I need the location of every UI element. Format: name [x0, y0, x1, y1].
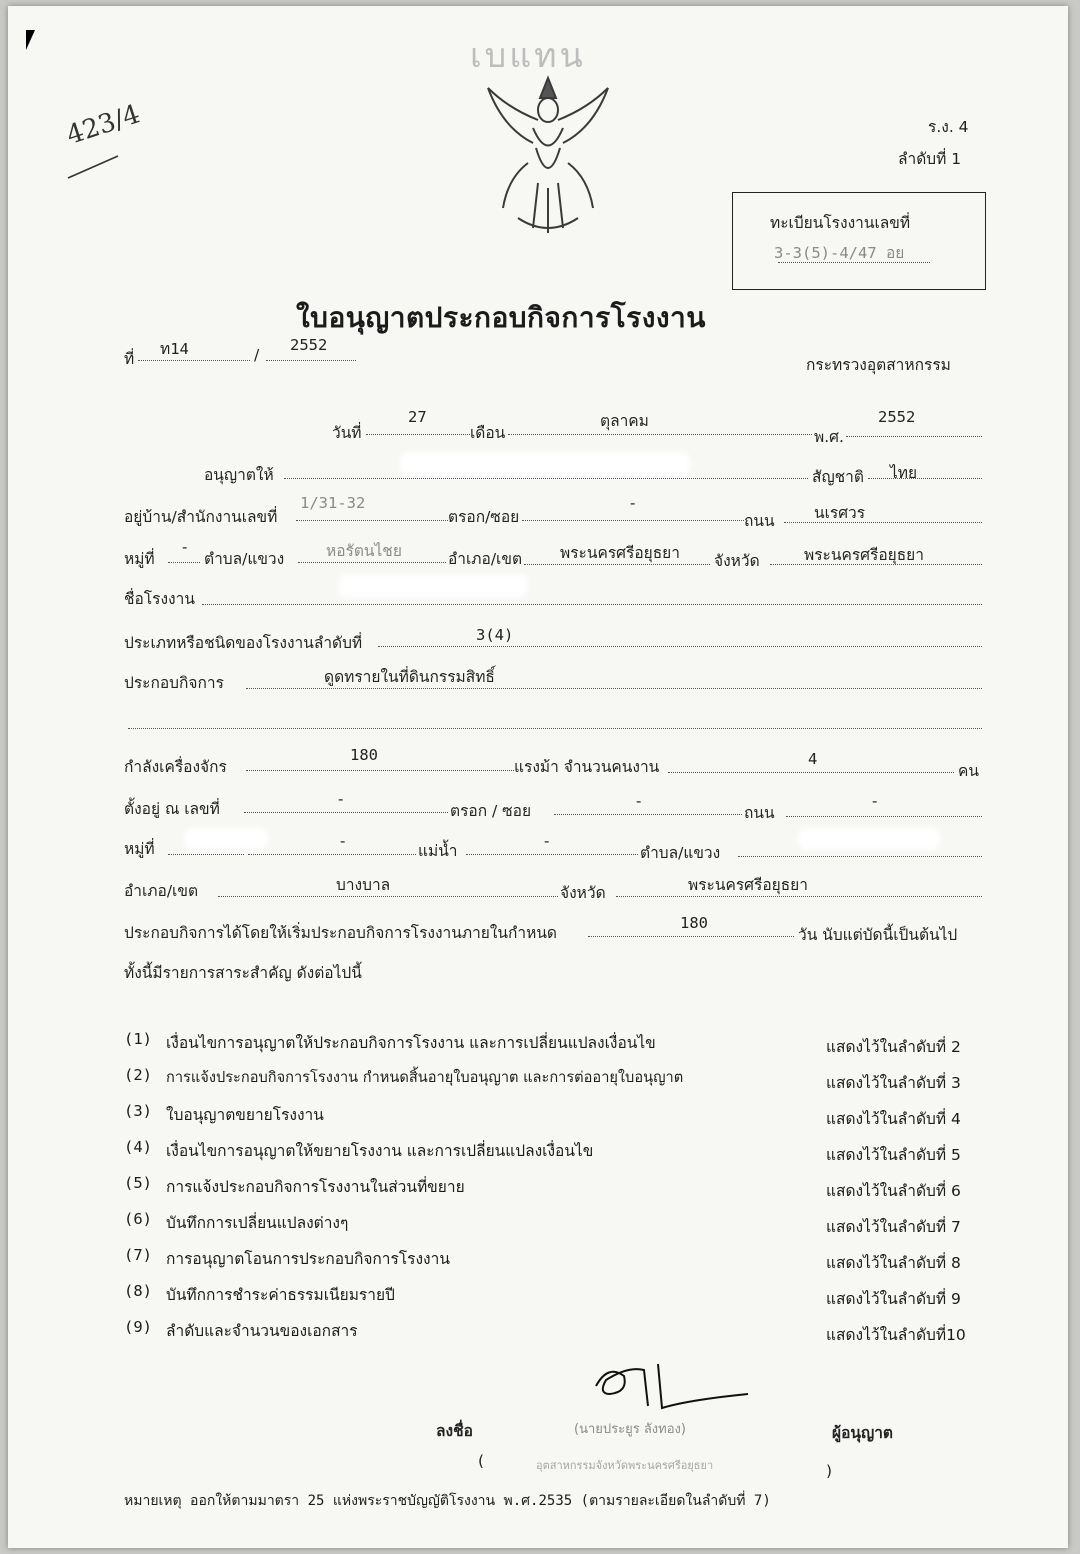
- power-value: 180: [350, 746, 378, 764]
- registration-label: ทะเบียนโรงงานเลขที่: [770, 214, 911, 232]
- subdistrict-label: ตำบล/แขวง: [204, 550, 285, 568]
- district-value: พระนครศรีอยุธยา: [560, 544, 680, 562]
- location-moo-value: -: [338, 832, 348, 850]
- license-document: 423/4 เบแทน ร.ง. 4 ลำดับที่ 1 ทะเบียนโรงงานเลขที่ 3-3(5)-4/47 อย ใบอนุญาตประกอบกิจการโรงงาน ที่ ท14 / 2552 กระทรวงอุตสาหกรรม วันที่ 27 เดือน ตุลาคม พ.ศ. 2552 อนุญาตให้ สัญชาติ ไทย อยู่บ้าน/สำนักงานเลขที่ 1/31-32 ตรอก/ซอย - ถนน นเรศวร หมู่ที่ - ตำบล/แขวง หอรัตนไชย อำเภอ/เขต พระนครศรีอยุธยา จังหวัด พระนครศรีอยุธยา ชื่อโรงงาน ประเภทหรือชนิดของโรงงานลำดับที่ 3(4) ประกอบกิจการ ดูดทรายในที่ดินกรรมสิทธิ์ กำลังเครื่องจักร 180 แรงม้า จำนวนคนงาน 4 คน ตั้งอยู่ ณ เลขที่ - ตรอก / ซอย - ถนน - หมู่ที่ - แม่น้ำ - ตำบล/แขวง อำเภอ/เขต บางบาล จังหวัด พระนครศรีอยุธยา ประกอบกิจการได้โดยให้เริ่มประกอบกิจการโรงงานภายในกำหนด 180 วัน นับแต่บัดนี้เป็นต้นไป ทั้งนี้มีรายการสาระสำคัญ ดังต่อไปนี้ (1) เงื่อนไขการอนุญาตให้ประกอบกิจการโรงงาน และการเปลี่ยนแปลงเงื่อนไข แสดงไว้ในลำดับที่ 2 (2) การแจ้งประกอบกิจการโรงงาน กำหนดสิ้นอายุใบอนุญาต และการต่ออายุใบอนุญาต แสดงไว้ในลำดับที่ 3 (3) ใบอนุญาตขยายโรงงาน แสดงไว้ในลำดับที่ 4 (4) เงื่อนไขการอนุญาตให้ขยายโรงงาน และการเปลี่ยนแปลงเงื่อนไข แสดงไว้ในลำดับที่ 5 (5) การแจ้งประกอบกิจการโรงงานในส่วนที่ขยาย แสดงไว้ในลำดับที่ 6 (6) บันทึกการเปลี่ยนแปลงต่างๆ แสดงไว้ในลำดับที่ 7 (7) การอนุญาตโอนการประกอบกิจการโรงงาน แสดงไว้ในลำดับที่ 8 (8) บันทึกการชำระค่าธรรมเนียมรายปี แสดงไว้ในลำดับที่ 9 (9) ลำดับและจำนวนของเอกสาร แสดงไว้ในลำดับที่10 ลงชื่อ (นายประยูร ลังทอง) ผู้อนุญาต ( อุตสาหกรรมจังหวัดพระนครศรีอยุธยา ) หมายเหตุ ออกให้ตามมาตรา 25 แห่งพระราชบัญญัติโรงงาน พ.ศ.2535 (ตามรายละเอียดในลำดับที่ 7): [8, 6, 1068, 1548]
- year-label: พ.ศ.: [814, 428, 844, 446]
- item-9-ref: แสดงไว้ในลำดับที่10: [826, 1326, 966, 1344]
- sequence-label: ลำดับที่ 1: [898, 150, 962, 168]
- paren-open: (: [478, 1452, 485, 1470]
- item-5-ref: แสดงไว้ในลำดับที่ 6: [826, 1182, 961, 1200]
- item-2-ref: แสดงไว้ในลำดับที่ 3: [826, 1074, 961, 1092]
- province-label: จังหวัด: [714, 552, 760, 570]
- business-value: ดูดทรายในที่ดินกรรมสิทธิ์: [324, 668, 495, 686]
- item-8-ref: แสดงไว้ในลำดับที่ 9: [826, 1290, 961, 1308]
- item-3-number: (3): [124, 1102, 152, 1120]
- redacted-licensee-name: [400, 452, 690, 476]
- location-number-value: -: [336, 790, 346, 808]
- redacted-factory-name: [338, 574, 528, 598]
- item-6-ref: แสดงไว้ในลำดับที่ 7: [826, 1218, 961, 1236]
- item-8-text: บันทึกการชำระค่าธรรมเนียมรายปี: [166, 1286, 395, 1304]
- address-label: อยู่บ้าน/สำนักงานเลขที่: [124, 508, 278, 526]
- location-alley-label: ตรอก / ซอย: [450, 802, 532, 820]
- nationality-label: สัญชาติ: [812, 468, 864, 486]
- location-alley-value: -: [634, 792, 644, 810]
- river-label: แม่น้ำ: [418, 842, 458, 860]
- item-6-text: บันทึกการเปลี่ยนแปลงต่างๆ: [166, 1214, 349, 1232]
- business-label: ประกอบกิจการ: [124, 674, 224, 692]
- river-value: -: [542, 832, 552, 850]
- corner-mark: [26, 30, 35, 50]
- signer-title: อุตสาหกรรมจังหวัดพระนครศรีอยุธยา: [536, 1459, 714, 1472]
- factory-type-label: ประเภทหรือชนิดของโรงงานลำดับที่: [124, 634, 363, 652]
- nationality-value: ไทย: [890, 464, 918, 482]
- hp-workers-label: แรงม้า จำนวนคนงาน: [514, 758, 660, 776]
- item-8-number: (8): [124, 1282, 152, 1300]
- road-label: ถนน: [744, 512, 775, 530]
- factory-name-label: ชื่อโรงงาน: [124, 590, 195, 608]
- item-3-ref: แสดงไว้ในลำดับที่ 4: [826, 1110, 961, 1128]
- location-road-label: ถนน: [744, 804, 775, 822]
- form-code: ร.ง. 4: [928, 118, 969, 136]
- day-value: 27: [408, 408, 427, 426]
- start-label: ประกอบกิจการได้โดยให้เริ่มประกอบกิจการโรงงานภายในกำหนด: [124, 924, 557, 942]
- location-subdistrict-label: ตำบล/แขวง: [640, 844, 721, 862]
- item-1-text: เงื่อนไขการอนุญาตให้ประกอบกิจการโรงงาน และการเปลี่ยนแปลงเงื่อนไข: [166, 1034, 656, 1052]
- redacted-subdistrict: [798, 828, 940, 850]
- location-district-value: บางบาล: [336, 876, 391, 894]
- item-1-number: (1): [124, 1030, 152, 1048]
- item-2-number: (2): [124, 1066, 152, 1084]
- handwritten-note: [58, 98, 148, 208]
- alley-label: ตรอก/ซอย: [448, 508, 520, 526]
- signer-role: ผู้อนุญาต: [832, 1424, 893, 1442]
- footer-note: หมายเหตุ ออกให้ตามมาตรา 25 แห่งพระราชบัญญัติโรงงาน พ.ศ.2535 (ตามรายละเอียดในลำดับที่ 7): [124, 1493, 771, 1509]
- moo-label: หมู่ที่: [124, 550, 155, 568]
- location-district-label: อำเภอ/เขต: [124, 882, 199, 900]
- document-number: ท14: [160, 340, 189, 358]
- document-title: ใบอนุญาตประกอบกิจการโรงงาน: [296, 301, 706, 334]
- paren-close: ): [826, 1462, 833, 1480]
- garuda-emblem: [478, 68, 618, 238]
- province-value: พระนครศรีอยุธยา: [804, 546, 924, 564]
- item-7-ref: แสดงไว้ในลำดับที่ 8: [826, 1254, 961, 1272]
- item-4-ref: แสดงไว้ในลำดับที่ 5: [826, 1146, 961, 1164]
- month-value: ตุลาคม: [600, 412, 649, 430]
- handwritten-note-text: 423/4: [63, 99, 144, 151]
- item-9-number: (9): [124, 1318, 152, 1336]
- alley-value: -: [628, 494, 638, 512]
- sign-label: ลงชื่อ: [436, 1422, 473, 1440]
- ministry: กระทรวงอุตสาหกรรม: [806, 356, 951, 374]
- power-label: กำลังเครื่องจักร: [124, 758, 227, 776]
- road-value: นเรศวร: [814, 504, 866, 522]
- start-suffix: วัน นับแต่บัดนี้เป็นต้นไป: [798, 926, 958, 944]
- location-moo-label: หมู่ที่: [124, 840, 155, 858]
- item-1-ref: แสดงไว้ในลำดับที่ 2: [826, 1038, 961, 1056]
- item-4-text: เงื่อนไขการอนุญาตให้ขยายโรงงาน และการเปลี่ยนแปลงเงื่อนไข: [166, 1142, 594, 1160]
- document-year: 2552: [290, 336, 328, 354]
- day-label: วันที่: [332, 424, 362, 442]
- redacted-moo: [184, 828, 268, 850]
- item-5-number: (5): [124, 1174, 152, 1192]
- item-6-number: (6): [124, 1210, 152, 1228]
- items-intro: ทั้งนี้มีรายการสาระสำคัญ ดังต่อไปนี้: [124, 964, 362, 982]
- district-label: อำเภอ/เขต: [448, 550, 523, 568]
- subdistrict-value: หอรัตนไชย: [326, 542, 402, 560]
- registration-number: 3-3(5)-4/47 อย: [774, 244, 905, 262]
- item-4-number: (4): [124, 1138, 152, 1156]
- item-9-text: ลำดับและจำนวนของเอกสาร: [166, 1322, 358, 1340]
- item-7-text: การอนุญาตโอนการประกอบกิจการโรงงาน: [166, 1250, 450, 1268]
- workers-value: 4: [808, 750, 818, 768]
- cancellation-stamp: เบแทน: [470, 36, 586, 76]
- signature-scribble: [588, 1356, 758, 1416]
- factory-type-value: 3(4): [476, 626, 514, 644]
- granted-to-label: อนุญาตให้: [204, 466, 274, 484]
- location-province-label: จังหวัด: [560, 884, 606, 902]
- location-province-value: พระนครศรีอยุธยา: [688, 876, 808, 894]
- location-number-label: ตั้งอยู่ ณ เลขที่: [124, 800, 220, 818]
- item-3-text: ใบอนุญาตขยายโรงงาน: [166, 1106, 324, 1124]
- moo-value: -: [180, 538, 190, 556]
- month-label: เดือน: [470, 424, 506, 442]
- item-2-text: การแจ้งประกอบกิจการโรงงาน กำหนดสิ้นอายุใบอนุญาต และการต่ออายุใบอนุญาต: [166, 1069, 684, 1086]
- signer-name: (นายประยูร ลังทอง): [574, 1422, 686, 1437]
- address-value: 1/31-32: [300, 494, 366, 512]
- item-7-number: (7): [124, 1246, 152, 1264]
- start-days: 180: [680, 914, 708, 932]
- workers-unit: คน: [958, 762, 979, 780]
- year-value: 2552: [878, 408, 916, 426]
- location-road-value: -: [870, 792, 880, 810]
- item-5-text: การแจ้งประกอบกิจการโรงงานในส่วนที่ขยาย: [166, 1178, 465, 1196]
- number-label: ที่: [124, 350, 135, 368]
